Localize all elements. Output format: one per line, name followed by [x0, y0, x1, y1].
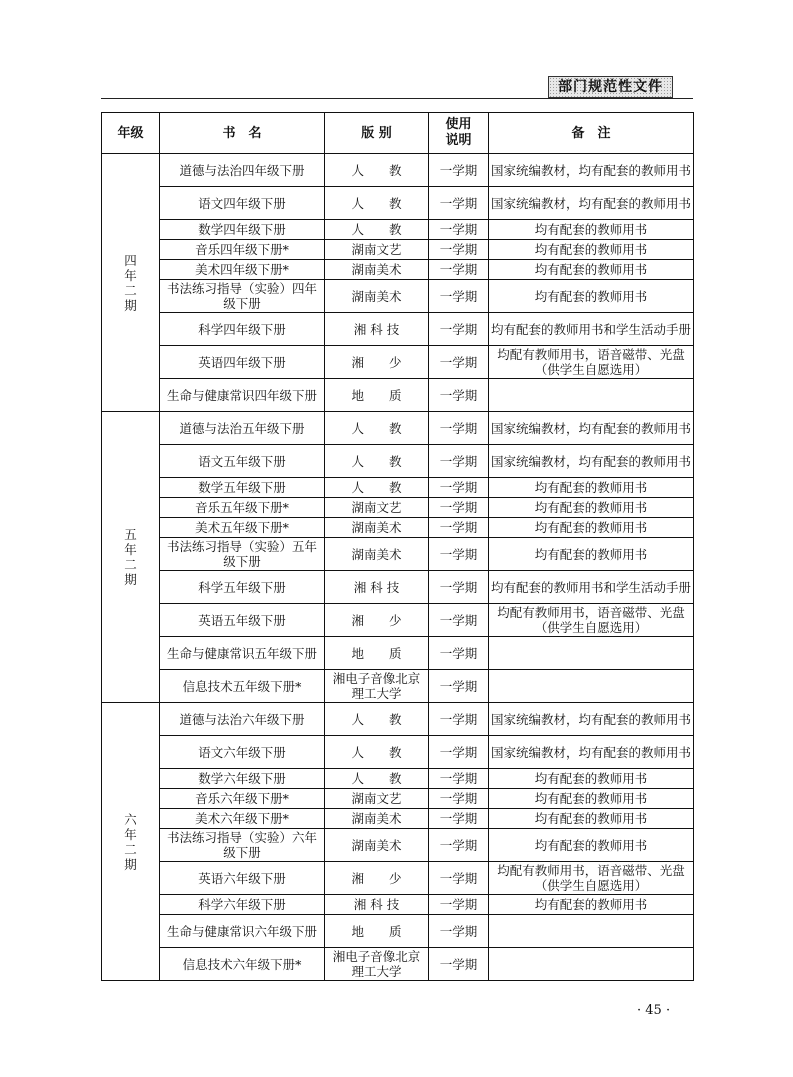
usage-cell: 一学期	[429, 895, 489, 915]
table-row	[102, 412, 694, 445]
edition-cell: 湘 少	[325, 862, 429, 895]
table-row	[102, 736, 694, 769]
table-row	[102, 862, 694, 895]
table-row	[102, 789, 694, 809]
notes-cell: 国家统编教材，均有配套的教师用书	[489, 736, 694, 769]
usage-cell: 一学期	[429, 445, 489, 478]
edition-cell: 人 教	[325, 154, 429, 187]
header-rule	[101, 98, 693, 99]
edition-cell: 人 教	[325, 703, 429, 736]
header-usage: 使用 说明	[429, 113, 489, 154]
table-row	[102, 769, 694, 789]
usage-cell: 一学期	[429, 538, 489, 571]
grade-char: 期	[124, 856, 137, 872]
book-title-cell: 音乐五年级下册*	[160, 498, 325, 518]
table-row	[102, 280, 694, 313]
table-row	[102, 538, 694, 571]
edition-cell: 湘 科 技	[325, 895, 429, 915]
edition-cell: 地 质	[325, 915, 429, 948]
edition-cell: 地 质	[325, 379, 429, 412]
notes-cell: 国家统编教材，均有配套的教师用书	[489, 703, 694, 736]
book-title-cell: 生命与健康常识四年级下册	[160, 379, 325, 412]
edition-cell: 人 教	[325, 478, 429, 498]
grade-char: 四	[124, 252, 137, 268]
table-row	[102, 895, 694, 915]
book-title-cell: 语文四年级下册	[160, 187, 325, 220]
book-title-cell: 科学四年级下册	[160, 313, 325, 346]
table-row	[102, 346, 694, 379]
usage-cell: 一学期	[429, 154, 489, 187]
edition-cell: 湘电子音像北京理工大学	[325, 948, 429, 981]
book-title-cell: 道德与法治六年级下册	[160, 703, 325, 736]
notes-cell: 国家统编教材，均有配套的教师用书	[489, 445, 694, 478]
edition-cell: 湘 科 技	[325, 571, 429, 604]
notes-cell: 均有配套的教师用书	[489, 538, 694, 571]
table-row	[102, 313, 694, 346]
page-number: · 45 ·	[637, 1003, 671, 1018]
table-row	[102, 571, 694, 604]
grade-char: 二	[124, 282, 137, 298]
notes-cell: 均有配套的教师用书	[489, 220, 694, 240]
table-row	[102, 915, 694, 948]
book-title-cell: 生命与健康常识五年级下册	[160, 637, 325, 670]
header-grade: 年级	[102, 113, 160, 154]
book-title-cell: 数学五年级下册	[160, 478, 325, 498]
usage-cell: 一学期	[429, 280, 489, 313]
book-title-cell: 英语六年级下册	[160, 862, 325, 895]
table-row	[102, 703, 694, 736]
edition-cell: 人 教	[325, 220, 429, 240]
usage-cell: 一学期	[429, 379, 489, 412]
notes-cell: 均配有教师用书，语音磁带、光盘（供学生自愿选用）	[489, 862, 694, 895]
usage-cell: 一学期	[429, 187, 489, 220]
book-title-cell: 英语五年级下册	[160, 604, 325, 637]
edition-cell: 人 教	[325, 187, 429, 220]
edition-cell: 湘 少	[325, 604, 429, 637]
book-title-cell: 科学六年级下册	[160, 895, 325, 915]
notes-cell	[489, 379, 694, 412]
grade-char: 五	[124, 527, 137, 542]
usage-cell: 一学期	[429, 313, 489, 346]
notes-cell: 均有配套的教师用书和学生活动手册	[489, 313, 694, 346]
grade-char: 期	[124, 572, 137, 587]
edition-cell: 湖南文艺	[325, 498, 429, 518]
usage-cell: 一学期	[429, 736, 489, 769]
grade-char: 年	[124, 267, 137, 283]
edition-cell: 地 质	[325, 637, 429, 670]
usage-cell: 一学期	[429, 240, 489, 260]
edition-cell: 人 教	[325, 412, 429, 445]
book-title-cell: 生命与健康常识六年级下册	[160, 915, 325, 948]
grade-cell	[102, 412, 160, 703]
table-header-row	[102, 113, 694, 154]
book-title-cell: 美术六年级下册*	[160, 809, 325, 829]
usage-cell: 一学期	[429, 478, 489, 498]
edition-cell: 湘电子音像北京理工大学	[325, 670, 429, 703]
table-row	[102, 809, 694, 829]
table-row	[102, 948, 694, 981]
book-title-cell: 科学五年级下册	[160, 571, 325, 604]
usage-cell: 一学期	[429, 518, 489, 538]
usage-cell: 一学期	[429, 915, 489, 948]
book-title-cell: 道德与法治五年级下册	[160, 412, 325, 445]
notes-cell: 国家统编教材，均有配套的教师用书	[489, 187, 694, 220]
notes-cell	[489, 637, 694, 670]
usage-cell: 一学期	[429, 604, 489, 637]
usage-cell: 一学期	[429, 260, 489, 280]
textbook-table	[101, 112, 694, 981]
book-title-cell: 音乐四年级下册*	[160, 240, 325, 260]
table-row	[102, 445, 694, 478]
grade-cell	[102, 703, 160, 981]
usage-cell: 一学期	[429, 571, 489, 604]
book-title-cell: 信息技术六年级下册*	[160, 948, 325, 981]
book-title-cell: 书法练习指导（实验）六年级下册	[160, 829, 325, 862]
notes-cell: 均有配套的教师用书	[489, 518, 694, 538]
table-row	[102, 240, 694, 260]
usage-cell: 一学期	[429, 637, 489, 670]
book-title-cell: 语文六年级下册	[160, 736, 325, 769]
usage-cell: 一学期	[429, 789, 489, 809]
usage-cell: 一学期	[429, 769, 489, 789]
usage-cell: 一学期	[429, 346, 489, 379]
grade-char: 二	[124, 557, 137, 572]
edition-cell: 湖南美术	[325, 809, 429, 829]
notes-cell: 均有配套的教师用书	[489, 809, 694, 829]
edition-cell: 湖南美术	[325, 260, 429, 280]
edition-cell: 湘 科 技	[325, 313, 429, 346]
notes-cell: 均配有教师用书，语音磁带、光盘（供学生自愿选用）	[489, 346, 694, 379]
table-row	[102, 518, 694, 538]
book-title-cell: 数学六年级下册	[160, 769, 325, 789]
usage-cell: 一学期	[429, 862, 489, 895]
book-title-cell: 语文五年级下册	[160, 445, 325, 478]
grade-char: 六	[124, 811, 137, 827]
notes-cell: 均有配套的教师用书	[489, 789, 694, 809]
notes-cell: 均有配套的教师用书	[489, 895, 694, 915]
grade-char: 期	[124, 297, 137, 313]
grade-cell	[102, 154, 160, 412]
book-title-cell: 书法练习指导（实验）五年级下册	[160, 538, 325, 571]
notes-cell	[489, 915, 694, 948]
usage-cell: 一学期	[429, 829, 489, 862]
table-row	[102, 260, 694, 280]
table-row	[102, 187, 694, 220]
notes-cell: 均有配套的教师用书	[489, 280, 694, 313]
notes-cell	[489, 670, 694, 703]
usage-cell: 一学期	[429, 809, 489, 829]
notes-cell: 均有配套的教师用书	[489, 829, 694, 862]
usage-cell: 一学期	[429, 412, 489, 445]
notes-cell: 国家统编教材，均有配套的教师用书	[489, 412, 694, 445]
header-notes: 备 注	[489, 113, 694, 154]
edition-cell: 人 教	[325, 445, 429, 478]
notes-cell: 均有配套的教师用书	[489, 498, 694, 518]
book-title-cell: 道德与法治四年级下册	[160, 154, 325, 187]
notes-cell: 均有配套的教师用书	[489, 478, 694, 498]
usage-cell: 一学期	[429, 948, 489, 981]
book-title-cell: 美术四年级下册*	[160, 260, 325, 280]
table-row	[102, 604, 694, 637]
edition-cell: 湘 少	[325, 346, 429, 379]
table-row	[102, 154, 694, 187]
edition-cell: 湖南美术	[325, 518, 429, 538]
usage-cell: 一学期	[429, 220, 489, 240]
table-row	[102, 637, 694, 670]
usage-cell: 一学期	[429, 498, 489, 518]
header-edition: 版 别	[325, 113, 429, 154]
table-row	[102, 498, 694, 518]
document-category-tag: 部门规范性文件	[548, 76, 673, 98]
notes-cell: 均有配套的教师用书	[489, 769, 694, 789]
book-title-cell: 数学四年级下册	[160, 220, 325, 240]
book-title-cell: 音乐六年级下册*	[160, 789, 325, 809]
usage-cell: 一学期	[429, 703, 489, 736]
book-title-cell: 美术五年级下册*	[160, 518, 325, 538]
usage-cell: 一学期	[429, 670, 489, 703]
notes-cell: 均有配套的教师用书和学生活动手册	[489, 571, 694, 604]
edition-cell: 人 教	[325, 769, 429, 789]
notes-cell	[489, 948, 694, 981]
edition-cell: 湖南美术	[325, 829, 429, 862]
header-title: 书 名	[160, 113, 325, 154]
notes-cell: 均有配套的教师用书	[489, 260, 694, 280]
grade-char: 年	[124, 826, 137, 842]
book-title-cell: 英语四年级下册	[160, 346, 325, 379]
table-row	[102, 379, 694, 412]
edition-cell: 湖南美术	[325, 280, 429, 313]
table-row	[102, 478, 694, 498]
edition-cell: 湖南文艺	[325, 789, 429, 809]
table-row	[102, 220, 694, 240]
book-title-cell: 书法练习指导（实验）四年级下册	[160, 280, 325, 313]
notes-cell: 国家统编教材，均有配套的教师用书	[489, 154, 694, 187]
edition-cell: 湖南美术	[325, 538, 429, 571]
table-row	[102, 829, 694, 862]
book-title-cell: 信息技术五年级下册*	[160, 670, 325, 703]
edition-cell: 人 教	[325, 736, 429, 769]
table-row	[102, 670, 694, 703]
edition-cell: 湖南文艺	[325, 240, 429, 260]
notes-cell: 均有配套的教师用书	[489, 240, 694, 260]
grade-char: 年	[124, 542, 137, 557]
grade-char: 二	[124, 841, 137, 857]
notes-cell: 均配有教师用书，语音磁带、光盘（供学生自愿选用）	[489, 604, 694, 637]
